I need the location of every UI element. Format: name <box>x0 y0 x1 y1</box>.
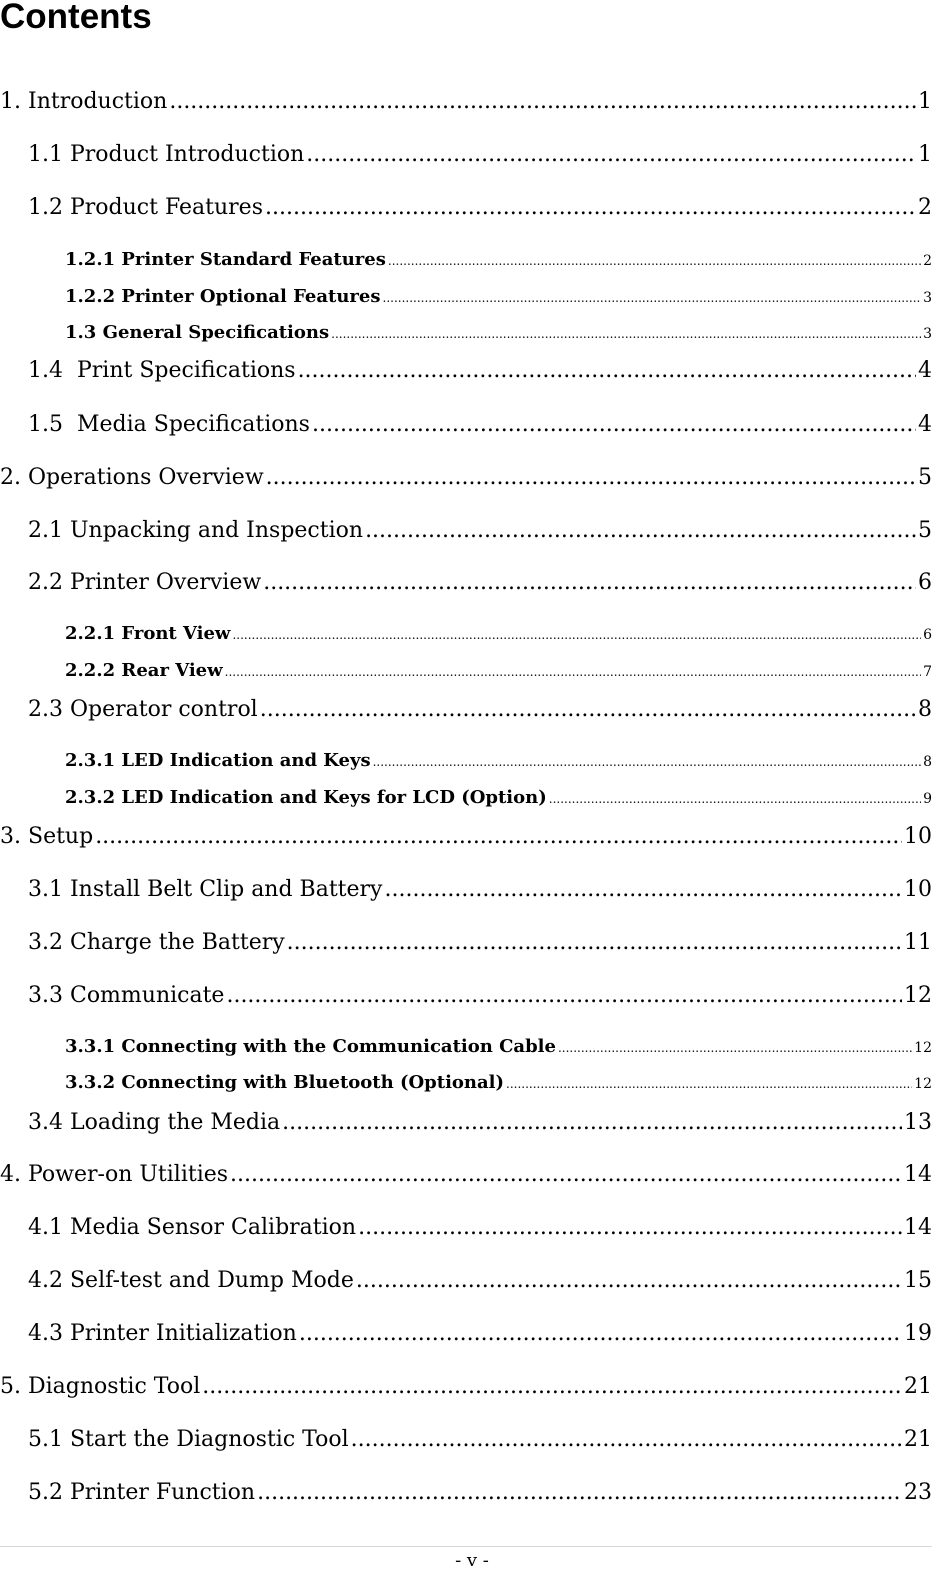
toc-number: 2. <box>0 465 21 490</box>
toc-label: 3.3 Communicate <box>28 983 225 1008</box>
toc-label: Operations Overview <box>28 465 264 490</box>
toc-page-number: 19 <box>904 1321 932 1346</box>
toc-leader <box>299 1320 902 1348</box>
toc-page-number: 13 <box>904 1110 932 1135</box>
toc-entry[interactable] <box>28 929 932 957</box>
toc-label: 1.2 Product Features <box>28 195 263 220</box>
toc-label: 1.5 Media Specifications <box>28 412 310 437</box>
toc-leader <box>230 1161 902 1189</box>
toc-page-number: 11 <box>904 930 932 955</box>
toc-page-number: 15 <box>904 1268 932 1293</box>
toc-label: 3.3.2 Connecting with Bluetooth (Optional) <box>65 1072 505 1093</box>
toc-leader <box>263 569 916 597</box>
toc-leader <box>356 1267 902 1295</box>
toc-entry[interactable] <box>65 787 932 810</box>
toc-page-number: 8 <box>923 754 932 770</box>
toc-entry[interactable] <box>28 1109 932 1137</box>
toc-page-number: 14 <box>904 1215 932 1240</box>
toc-leader <box>373 751 921 773</box>
toc-entry[interactable] <box>65 750 932 773</box>
toc-page-number: 7 <box>923 664 932 680</box>
toc-number: 5. <box>0 1374 21 1399</box>
toc-label: Diagnostic Tool <box>28 1374 201 1399</box>
toc-page-number: 12 <box>914 1040 932 1056</box>
toc-label: 2.3.2 LED Indication and Keys for LCD (Option) <box>65 787 547 808</box>
toc-leader <box>384 876 902 904</box>
toc-leader <box>558 1037 912 1059</box>
toc-leader <box>287 929 902 957</box>
toc-label: 5.2 Printer Function <box>28 1480 256 1505</box>
toc-entry[interactable] <box>0 823 932 851</box>
toc-leader <box>298 357 916 385</box>
toc-entry[interactable] <box>28 411 932 439</box>
toc-leader <box>331 323 921 345</box>
toc-label: 1.3 General Specifications <box>65 322 330 343</box>
toc-entry[interactable] <box>28 569 932 597</box>
toc-leader <box>358 1214 902 1242</box>
toc-label: 3.1 Install Belt Clip and Battery <box>28 877 383 902</box>
toc-label: 4.2 Self-test and Dump Mode <box>28 1268 354 1293</box>
toc-number: 4. <box>0 1162 21 1187</box>
toc-entry[interactable] <box>0 1373 932 1401</box>
toc-entry[interactable] <box>65 322 932 345</box>
toc-entry[interactable] <box>28 1426 932 1454</box>
toc-page-number: 3 <box>923 290 932 306</box>
toc-page-number: 3 <box>923 326 932 342</box>
toc-label: 5.1 Start the Diagnostic Tool <box>28 1427 349 1452</box>
toc-leader <box>226 982 902 1010</box>
toc-entry[interactable] <box>65 249 932 272</box>
toc-entry[interactable] <box>0 1161 932 1189</box>
toc-entry[interactable] <box>0 464 932 492</box>
toc-page-number: 1 <box>918 142 932 167</box>
toc-page-number: 8 <box>918 697 932 722</box>
toc-label: 1.1 Product Introduction <box>28 142 305 167</box>
toc-number: 1. <box>0 89 21 114</box>
toc-label: 3.3.1 Connecting with the Communication Cable <box>65 1036 556 1057</box>
toc-entry[interactable] <box>28 1479 932 1507</box>
toc-leader <box>365 517 916 545</box>
toc-entry[interactable] <box>28 982 932 1010</box>
toc-page-number: 4 <box>918 358 932 383</box>
toc-leader <box>306 141 916 169</box>
toc-leader <box>232 624 921 646</box>
toc-page-number: 21 <box>904 1374 932 1399</box>
toc-leader <box>383 287 922 309</box>
toc-page-number: 6 <box>923 627 932 643</box>
toc-leader <box>169 88 916 116</box>
toc-leader <box>312 411 916 439</box>
toc-leader <box>265 194 916 222</box>
toc-leader <box>260 696 916 724</box>
footer-divider <box>0 1546 932 1547</box>
toc-label: 2.2.1 Front View <box>65 623 231 644</box>
toc-leader <box>549 788 921 810</box>
toc-label: Power-on Utilities <box>28 1162 229 1187</box>
toc-page-number: 6 <box>918 570 932 595</box>
toc-entry[interactable] <box>28 357 932 385</box>
toc-leader <box>266 464 916 492</box>
toc-page-number: 10 <box>904 824 932 849</box>
toc-entry[interactable] <box>28 517 932 545</box>
toc-entry[interactable] <box>28 141 932 169</box>
toc-leader <box>351 1426 902 1454</box>
toc-leader <box>225 661 921 683</box>
toc-label: 1.2.1 Printer Standard Features <box>65 249 386 270</box>
toc-label: 2.2 Printer Overview <box>28 570 262 595</box>
toc-entry[interactable] <box>0 88 932 116</box>
toc-page-number: 21 <box>904 1427 932 1452</box>
toc-page-number: 9 <box>923 791 932 807</box>
toc-page-number: 14 <box>904 1162 932 1187</box>
toc-label: 1.4 Print Specifications <box>28 358 296 383</box>
toc-leader <box>257 1479 902 1507</box>
toc-entry[interactable] <box>28 696 932 724</box>
toc-page-number: 5 <box>918 465 932 490</box>
toc-entry[interactable] <box>65 286 932 309</box>
toc-leader <box>388 250 921 272</box>
toc-leader <box>282 1109 902 1137</box>
toc-leader <box>506 1073 912 1095</box>
toc-page-number: 1 <box>918 89 932 114</box>
page-footer: - v - <box>455 1550 489 1571</box>
toc-label: 2.2.2 Rear View <box>65 660 223 681</box>
toc-entry[interactable] <box>65 1072 932 1095</box>
toc-label: Introduction <box>28 89 168 114</box>
toc-page-number: 12 <box>904 983 932 1008</box>
toc-page-number: 5 <box>918 518 932 543</box>
toc-label: 4.3 Printer Initialization <box>28 1321 297 1346</box>
toc-label: 2.3 Operator control <box>28 697 258 722</box>
toc-entry[interactable] <box>28 1320 932 1348</box>
toc-entry[interactable] <box>28 1214 932 1242</box>
page-title: Contents <box>0 0 152 36</box>
toc-page-number: 4 <box>918 412 932 437</box>
toc-page-number: 23 <box>904 1480 932 1505</box>
toc-label: 3.4 Loading the Media <box>28 1110 281 1135</box>
toc-label: Setup <box>28 824 94 849</box>
toc-number: 3. <box>0 824 21 849</box>
toc-entry[interactable] <box>65 660 932 683</box>
toc-entry[interactable] <box>28 1267 932 1295</box>
toc-page-number: 12 <box>914 1076 932 1092</box>
toc-page-number: 2 <box>923 253 932 269</box>
toc-entry[interactable] <box>28 194 932 222</box>
toc-label: 1.2.2 Printer Optional Features <box>65 286 381 307</box>
toc-page-number: 10 <box>904 877 932 902</box>
toc-label: 4.1 Media Sensor Calibration <box>28 1215 357 1240</box>
toc-entry[interactable] <box>28 876 932 904</box>
toc-leader <box>95 823 902 851</box>
toc-entry[interactable] <box>65 1036 932 1059</box>
toc-page-number: 2 <box>918 195 932 220</box>
toc-entry[interactable] <box>65 623 932 646</box>
toc-leader <box>202 1373 902 1401</box>
toc-label: 2.1 Unpacking and Inspection <box>28 518 364 543</box>
toc-label: 2.3.1 LED Indication and Keys <box>65 750 371 771</box>
toc-label: 3.2 Charge the Battery <box>28 930 285 955</box>
